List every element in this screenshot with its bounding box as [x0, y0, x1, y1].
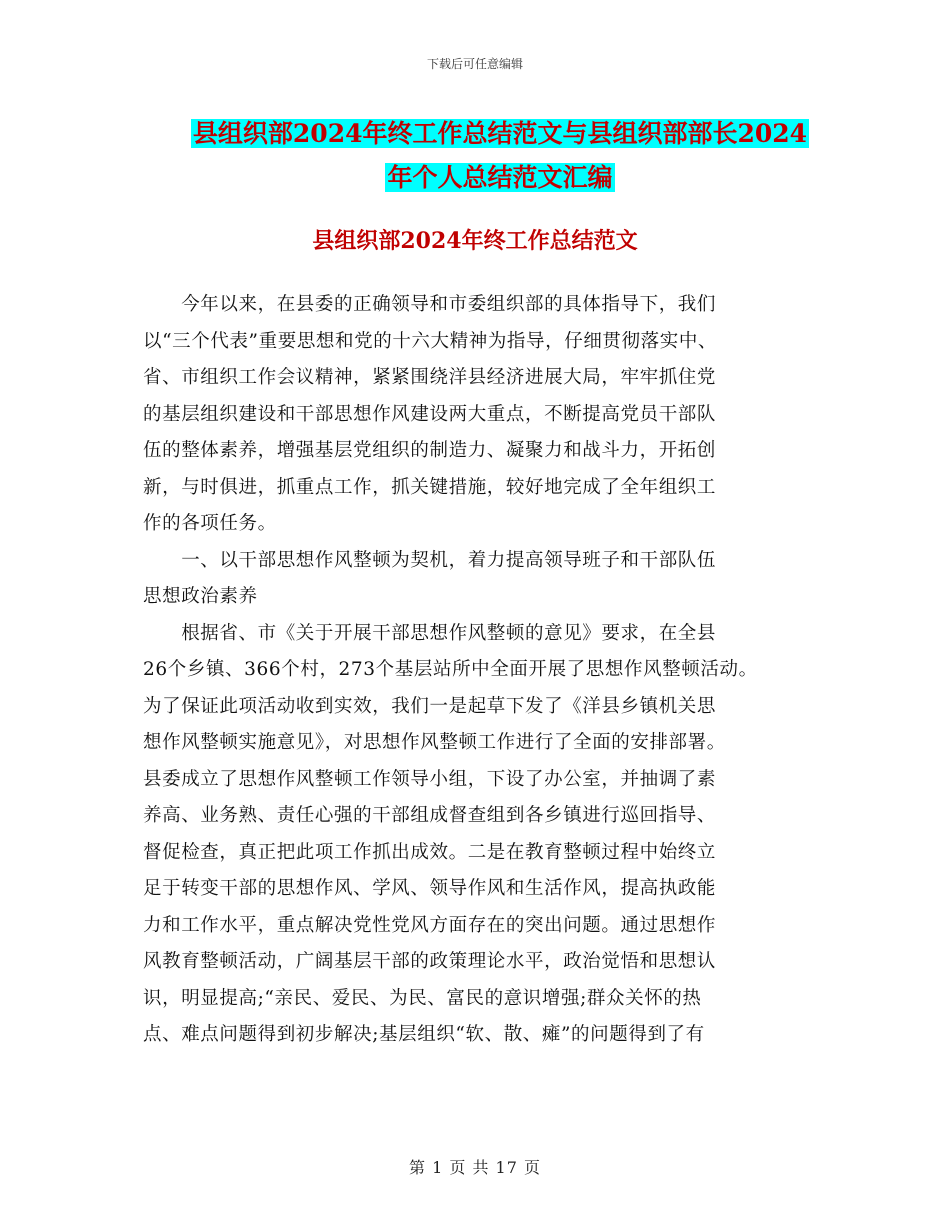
body-line: 想作风整顿实施意见》，对思想作风整顿工作进行了全面的安排部署。	[143, 732, 726, 753]
body-line: 的基层组织建设和干部思想作风建设两大重点，不断提高党员干部队	[143, 403, 717, 425]
body-text	[143, 287, 808, 1054]
body-line: 省、市组织工作会议精神，紧紧围绕洋县经济进展大局，牢牢抓住党	[143, 367, 717, 388]
body-line: 风教育整顿活动，广阔基层干部的政策理论水平，政治觉悟和思想认	[143, 951, 717, 972]
body-line: 新，与时俱进，抓重点工作，抓关键措施，较好地完成了全年组织工	[143, 476, 717, 498]
body-line: 为了保证此项活动收到实效，我们一是起草下发了《洋县乡镇机关思	[143, 695, 717, 717]
section-title: 县组织部2024年终工作总结范文	[312, 228, 638, 254]
section-heading-line: 一、以干部思想作风整顿为契机，着力提高领导班子和干部队伍	[143, 549, 717, 571]
body-line: 根据省、市《关于开展干部思想作风整顿的意见》要求，在全县	[143, 622, 717, 644]
body-line: 26个乡镇、366个村，273个基层站所中全面开展了思想作风整顿活动。	[143, 659, 758, 680]
page-number: 第 1 页 共 17 页	[409, 1158, 541, 1177]
body-line: 养高、业务熟、责任心强的干部组成督查组到各乡镇进行巡回指导、	[143, 805, 717, 826]
body-line: 识，明显提高;“亲民、爱民、为民、富民的意识增强;群众关怀的热	[143, 987, 702, 1009]
body-line: 县委成立了思想作风整顿工作领导小组，下设了办公室，并抽调了素	[143, 768, 717, 790]
section-heading-line: 思想政治素养	[143, 586, 258, 607]
body-line: 点、难点问题得到初步解决;基层组织“软、散、瘫”的问题得到了有	[143, 1024, 705, 1045]
body-line: 力和工作水平，重点解决党性党风方面存在的突出问题。通过思想作	[143, 914, 717, 936]
document-title-line-2: 年个人总结范文汇编	[387, 163, 613, 192]
body-line: 作的各项任务。	[143, 513, 277, 534]
body-line: 足于转变干部的思想作风、学风、领导作风和生活作风，提高执政能	[143, 878, 717, 899]
body-line: 督促检查，真正把此项工作抓出成效。二是在教育整顿过程中始终立	[143, 841, 717, 863]
document-title	[150, 112, 850, 200]
document-title-line-1: 县组织部2024年终工作总结范文与县组织部部长2024	[192, 119, 808, 148]
body-line: 以“三个代表”重要思想和党的十六大精神为指导，仔细贯彻落实中、	[143, 330, 718, 352]
body-line: 今年以来，在县委的正确领导和市委组织部的具体指导下，我们	[143, 294, 717, 315]
header-note: 下载后可任意编辑	[426, 57, 523, 71]
body-line: 伍的整体素养，增强基层党组织的制造力、凝聚力和战斗力，开拓创	[143, 440, 717, 461]
